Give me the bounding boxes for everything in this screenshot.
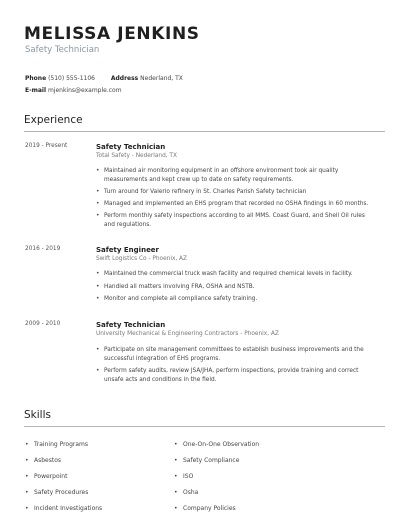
candidate-title: Safety Technician	[25, 45, 100, 55]
job-bullet: • Turn around for Valerio refinery in St. Charles Parish Safety technician	[96, 188, 371, 197]
phone-value: (510) 555-1106	[48, 75, 95, 82]
job-bullet: • Maintained air monitoring equipment in an offshore environment took air quality measurements and kept crew up to date on safety requirements.	[96, 167, 371, 185]
job-dates: 2016 - 2019	[25, 246, 61, 252]
skill-item: • Safety Procedures	[25, 489, 88, 496]
job-bullet: • Maintained the commercial truck wash facility and required chemical levels in facility.	[96, 270, 371, 279]
experience-heading: Experience	[24, 114, 83, 126]
job-bullet: • Participate on site management committees to establish business improvements and the successful integration of EHS programs.	[96, 346, 371, 364]
skill-item: • Safety Compliance	[174, 457, 239, 464]
email-value[interactable]: mjenkins@example.com	[47, 87, 122, 94]
skill-item: • Training Programs	[25, 441, 88, 448]
skill-item: • Asbestos	[25, 457, 61, 464]
job-dates: 2019 - Present	[25, 143, 68, 149]
job-company: Total Safety - Nederland, TX	[96, 153, 177, 159]
experience-divider	[24, 131, 385, 132]
job-bullet: • Handled all matters involving FRA, OSHA and NSTB.	[96, 283, 371, 292]
contact-row-phone-address	[25, 75, 183, 82]
job-dates: 2009 - 2010	[25, 321, 61, 327]
skill-item: • Incident Investigations	[25, 505, 102, 512]
job-bullets	[96, 346, 371, 385]
skills-divider	[24, 426, 385, 427]
job-title: Safety Technician	[96, 321, 166, 329]
skills-heading: Skills	[24, 409, 51, 421]
phone-label: Phone	[25, 75, 47, 82]
address-value: Nederland, TX	[140, 75, 183, 82]
contact-row-email	[25, 87, 122, 94]
skill-item: • Powerpoint	[25, 473, 67, 480]
job-title: Safety Technician	[96, 143, 166, 151]
skill-item: • ISO	[174, 473, 193, 480]
job-company: University Mechanical & Engineering Contractors - Phoenix, AZ	[96, 331, 279, 337]
job-bullets	[96, 167, 371, 230]
skill-item: • One-On-One Observation	[174, 441, 259, 448]
job-bullet: • Perform monthly safety inspections according to all MMS. Coast Guard, and Shell Oil rules and regulations.	[96, 212, 371, 230]
job-bullets	[96, 270, 371, 304]
job-title: Safety Engineer	[96, 246, 160, 254]
candidate-name: MELISSA JENKINS	[24, 24, 200, 44]
job-bullet: • Managed and implemented an EHS program that recorded no OSHA findings in 60 months.	[96, 200, 371, 209]
skill-item: • Osha	[174, 489, 198, 496]
job-company: Swift Logistics Co - Phoenix, AZ	[96, 256, 187, 262]
skill-item: • Company Policies	[174, 505, 236, 512]
job-bullet: • Monitor and complete all compliance safety training.	[96, 295, 371, 304]
job-bullet: • Perform safety audits, review JSA/JHA, perform inspections, provide training and correct unsafe acts and conditions in the field.	[96, 367, 371, 385]
address-label: Address	[110, 75, 139, 82]
email-label: E-mail	[25, 87, 47, 94]
